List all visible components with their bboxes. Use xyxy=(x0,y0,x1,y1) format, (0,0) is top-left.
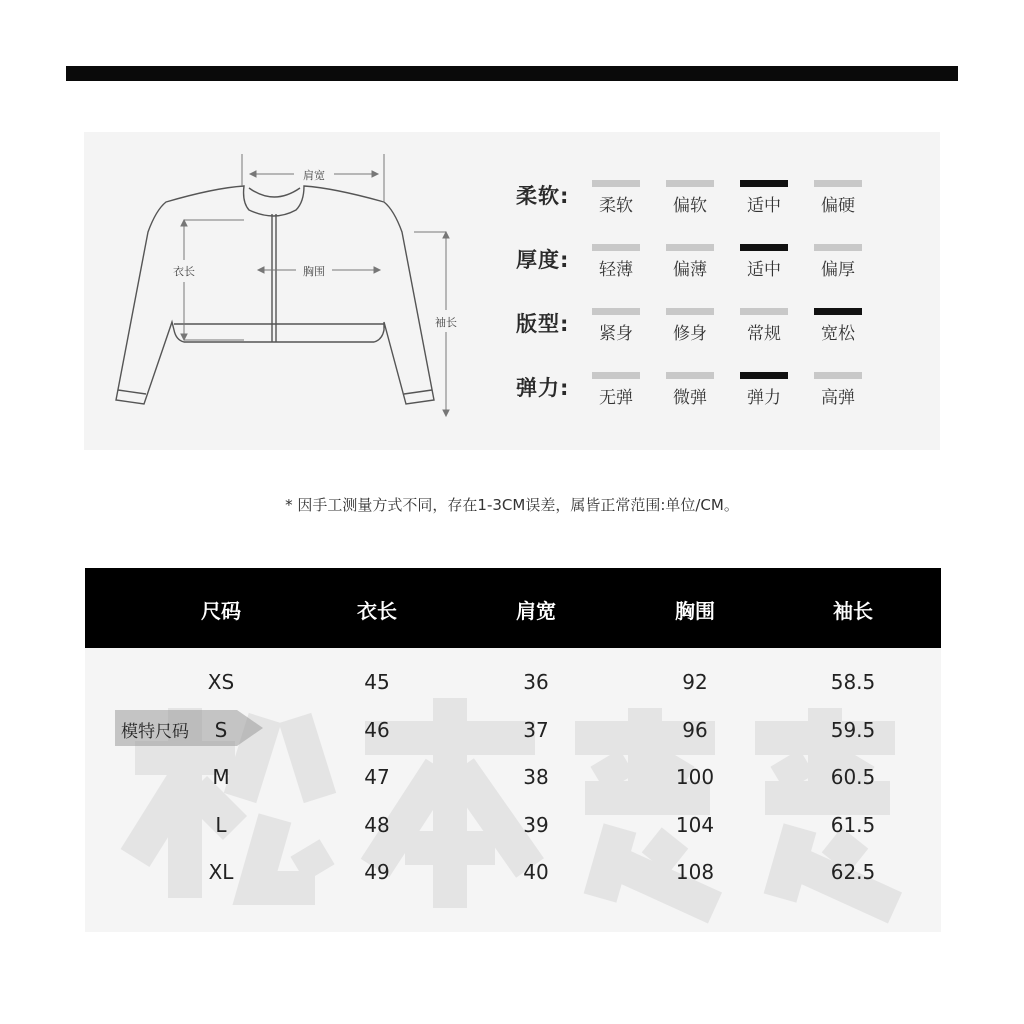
sleeve-label: 袖长 xyxy=(435,316,457,329)
option: 柔软 xyxy=(592,180,640,216)
cell-shoulder: 38 xyxy=(523,765,549,789)
option: 轻薄 xyxy=(592,244,640,280)
attribute-label: 弹力: xyxy=(516,376,570,400)
cell-chest: 104 xyxy=(675,813,715,837)
header-size: 尺码 xyxy=(201,599,241,623)
cell-shoulder: 36 xyxy=(523,670,549,694)
cell-shoulder: 39 xyxy=(523,813,549,837)
model-size-label: 模特尺码 xyxy=(121,722,189,742)
attribute-thickness xyxy=(516,244,936,294)
spec-panel xyxy=(84,132,940,450)
cell-sleeve: 59.5 xyxy=(830,718,876,742)
header-chest: 胸围 xyxy=(675,599,715,623)
option: 常规 xyxy=(740,308,788,344)
attribute-elasticity xyxy=(516,372,936,422)
option-selected: 宽松 xyxy=(814,308,862,344)
shoulder-label: 肩宽 xyxy=(303,169,325,182)
header-shoulder: 肩宽 xyxy=(516,599,556,623)
cell-shoulder: 40 xyxy=(523,860,549,884)
size-table-header xyxy=(85,568,941,648)
cell-shoulder: 37 xyxy=(523,718,549,742)
option: 修身 xyxy=(666,308,714,344)
cell-size: M xyxy=(212,765,230,789)
attribute-label: 版型: xyxy=(516,312,570,336)
attribute-label: 柔软: xyxy=(516,184,570,208)
option: 偏薄 xyxy=(666,244,714,280)
cell-length: 45 xyxy=(364,670,390,694)
attribute-softness xyxy=(516,180,936,230)
cell-sleeve: 60.5 xyxy=(830,765,876,789)
header-sleeve: 袖长 xyxy=(833,599,873,623)
cell-sleeve: 58.5 xyxy=(830,670,876,694)
table-row-model xyxy=(85,718,941,758)
length-label: 衣长 xyxy=(173,265,195,278)
table-row xyxy=(85,765,941,805)
option: 无弹 xyxy=(592,372,640,408)
cell-length: 47 xyxy=(364,765,390,789)
cell-size: L xyxy=(215,813,227,837)
cell-size: S xyxy=(214,718,228,742)
option-selected: 适中 xyxy=(740,244,788,280)
table-row xyxy=(85,813,941,853)
option: 微弹 xyxy=(666,372,714,408)
cell-sleeve: 62.5 xyxy=(830,860,876,884)
header-length: 衣长 xyxy=(357,599,397,623)
cell-size: XL xyxy=(208,860,234,884)
table-row xyxy=(85,670,941,710)
table-row xyxy=(85,860,941,900)
option: 高弹 xyxy=(814,372,862,408)
size-table-body xyxy=(85,648,941,932)
cell-chest: 100 xyxy=(675,765,715,789)
cell-length: 48 xyxy=(364,813,390,837)
option-selected: 弹力 xyxy=(740,372,788,408)
cell-size: XS xyxy=(207,670,235,694)
option: 偏软 xyxy=(666,180,714,216)
measurement-note: * 因手工测量方式不同，存在1-3CM误差，属皆正常范围:单位/CM。 xyxy=(285,496,739,514)
cell-length: 46 xyxy=(364,718,390,742)
cell-chest: 92 xyxy=(682,670,708,694)
option: 紧身 xyxy=(592,308,640,344)
cell-chest: 96 xyxy=(682,718,708,742)
option: 偏硬 xyxy=(814,180,862,216)
cell-chest: 108 xyxy=(675,860,715,884)
attribute-fit xyxy=(516,308,936,358)
attribute-label: 厚度: xyxy=(516,248,570,272)
chest-label: 胸围 xyxy=(303,265,325,278)
garment-diagram xyxy=(84,132,464,450)
option: 偏厚 xyxy=(814,244,862,280)
option-selected: 适中 xyxy=(740,180,788,216)
cell-length: 49 xyxy=(364,860,390,884)
cell-sleeve: 61.5 xyxy=(830,813,876,837)
top-divider-bar xyxy=(66,66,958,81)
